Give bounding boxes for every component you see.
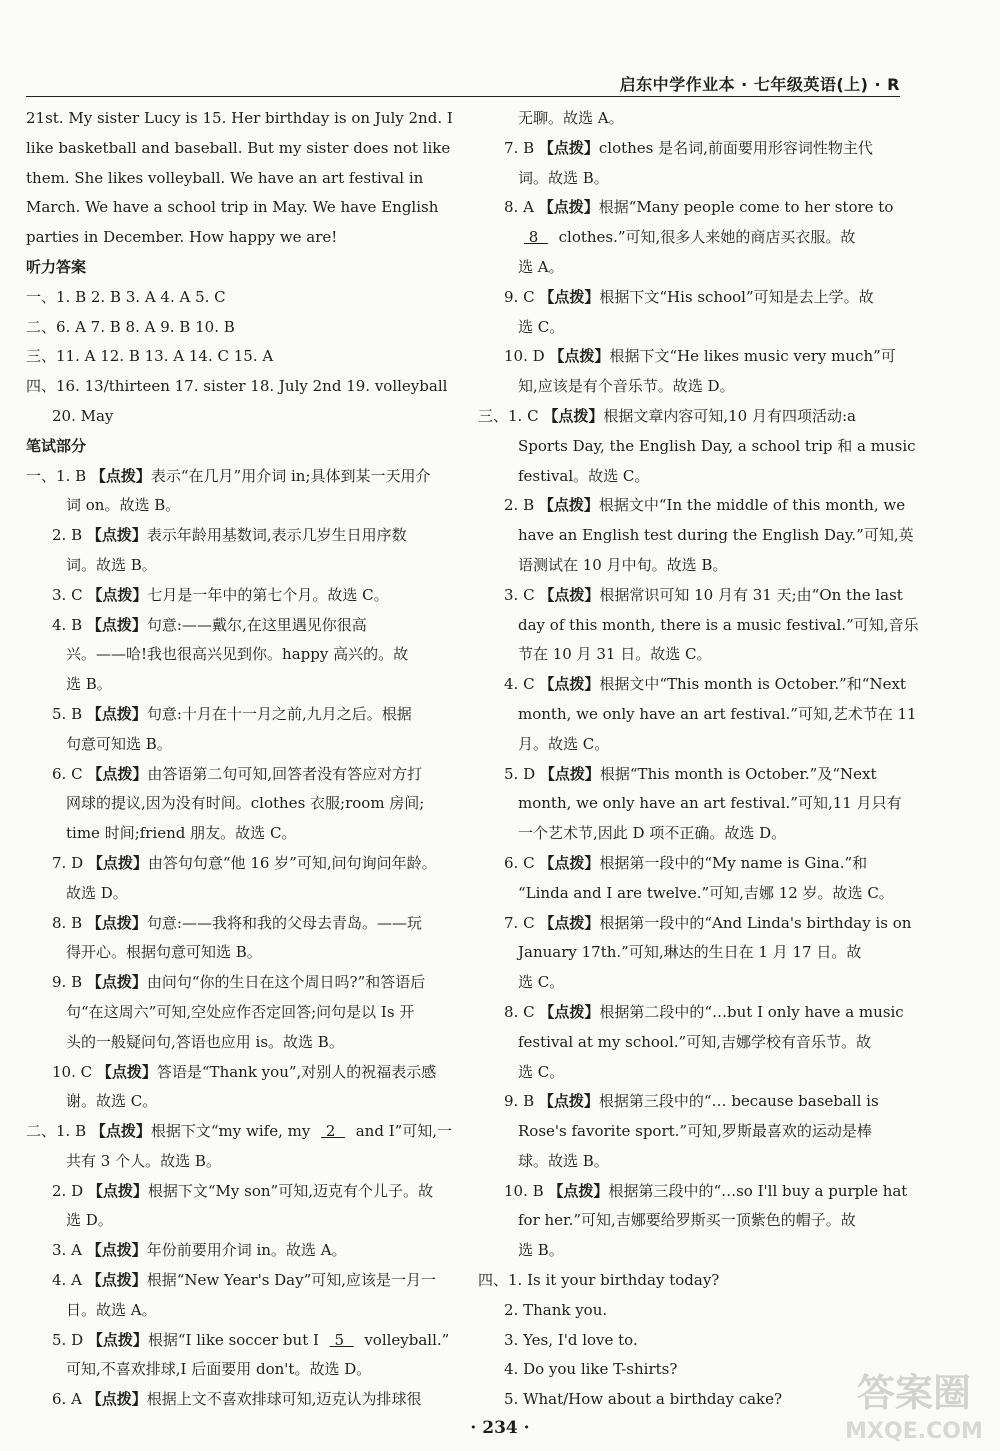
answer-item (478, 1266, 900, 1296)
answer-item (26, 1236, 458, 1266)
hint-tag: 【点拨】 (543, 406, 604, 425)
watermark-logo (844, 1362, 986, 1444)
answer-item-first-line: 9. B 【点拨】由问句“你的生日在这个周日吗?”和答语后 (52, 973, 426, 992)
answer-item-first-line: 6. C 【点拨】根据第一段中的“My name is Gina.”和 (504, 853, 868, 872)
page-number: · 234 · (470, 1418, 530, 1438)
answer-line: 三、11. A 12. B 13. A 14. C 15. A (26, 347, 274, 366)
hint-tag: 【点拨】 (90, 1122, 151, 1141)
answer-item-line: 句“在这周六”可知,空处应作否定回答;问句是以 Is 开 (66, 1002, 415, 1021)
fill-blank: 5 (329, 1330, 354, 1349)
hint-tag: 【点拨】 (87, 585, 148, 604)
answer-item (26, 1385, 458, 1415)
answer-item-first-line: 8. C 【点拨】根据第二段中的“…but I only have a music (504, 1002, 904, 1021)
section-heading: 笔试部分 (26, 436, 87, 455)
answer-line: 四、16. 13/thirteen 17. sister 18. July 2nd 19. volleyball (26, 377, 448, 396)
hint-tag: 【点拨】 (538, 1092, 599, 1111)
section-heading: 听力答案 (26, 257, 87, 276)
answer-item-line: 网球的提议,因为没有时间。clothes 衣服;room 房间; (66, 794, 425, 813)
answer-item (478, 1355, 900, 1385)
answer-item-first-line: 4. B 【点拨】句意:——戴尔,在这里遇见你很高 (52, 615, 367, 634)
left-column (26, 104, 458, 1415)
answer-item (478, 849, 900, 909)
answer-item-line: 头的一般疑问句,答语也应用 is。故选 B。 (66, 1032, 344, 1051)
answer-item-first-line: 2. B 【点拨】根据文中“In the middle of this month, we (504, 496, 906, 515)
answer-item-first-line: 5. What/How about a birthday cake? (504, 1390, 783, 1409)
answer-item-line: 选 A。 (518, 257, 564, 276)
hint-tag: 【点拨】 (538, 198, 599, 217)
answer-item-line: 选 B。 (518, 1241, 564, 1260)
hint-tag: 【点拨】 (96, 1062, 157, 1081)
answer-item-line: day of this month, there is a music festival.”可知,音乐 (518, 615, 919, 634)
answer-item-first-line: 三、1. C 【点拨】根据文章内容可知,10 月有四项活动:a (478, 406, 856, 425)
answer-line: 一、1. B 2. B 3. A 4. A 5. C (26, 287, 226, 306)
answer-item-line: “Linda and I are twelve.”可知,吉娜 12 岁。故选 C。 (518, 883, 894, 902)
answer-item-first-line: 9. C 【点拨】根据下文“His school”可知是去上学。故 (504, 287, 874, 306)
answer-item-first-line: 3. Yes, I'd love to. (504, 1330, 638, 1349)
answer-item (26, 611, 458, 700)
answer-item-line: 8 clothes.”可知,很多人来她的商店买衣服。故 (478, 223, 900, 253)
answer-item-line: festival。故选 C。 (518, 466, 650, 485)
answer-item-first-line: 一、1. B 【点拨】表示“在几月”用介词 in;具体到某一天用介 (26, 466, 431, 485)
watermark-url: MXQE.COM (845, 1419, 983, 1444)
continued-line: 无聊。故选 A。 (518, 109, 624, 127)
answer-item-line: January 17th.”可知,琳达的生日在 1 月 17 日。故 (518, 943, 862, 962)
answer-item-first-line: 9. B 【点拨】根据第三段中的“… because baseball is (504, 1092, 879, 1111)
answer-item-first-line: 5. D 【点拨】根据“This month is October.”及“Next (504, 764, 877, 783)
hint-tag: 【点拨】 (86, 526, 147, 545)
answer-item (26, 521, 458, 581)
hint-tag: 【点拨】 (86, 1241, 147, 1260)
hint-tag: 【点拨】 (86, 615, 147, 634)
answer-item (26, 760, 458, 849)
answer-item-first-line: 3. A 【点拨】年份前要用介词 in。故选 A。 (52, 1241, 347, 1260)
answer-item-first-line: 2. Thank you. (504, 1300, 608, 1319)
hint-tag: 【点拨】 (87, 764, 148, 783)
answer-item (26, 968, 458, 1057)
hint-tag: 【点拨】 (86, 913, 147, 932)
answer-item-line: 共有 3 个人。故选 B。 (66, 1151, 221, 1170)
answer-item-first-line: 2. B 【点拨】表示年龄用基数词,表示几岁生日用序数 (52, 526, 407, 545)
answer-item-line: festival at my school.”可知,吉娜学校有音乐节。故 (518, 1032, 871, 1051)
answer-item-first-line: 5. B 【点拨】句意:十月在十一月之前,九月之后。根据 (52, 704, 412, 723)
answer-item-line: 词。故选 B。 (518, 168, 609, 187)
answer-item-line: for her.”可知,吉娜要给罗斯买一顶紫色的帽子。故 (518, 1211, 856, 1230)
running-header (26, 72, 900, 97)
answer-item-first-line: 7. C 【点拨】根据第一段中的“And Linda's birthday is on (504, 913, 912, 932)
hint-tag: 【点拨】 (539, 764, 600, 783)
answer-item-first-line: 8. A 【点拨】根据“Many people come to her store to (504, 198, 894, 217)
hint-tag: 【点拨】 (539, 853, 600, 872)
answer-item-line: 日。故选 A。 (66, 1300, 157, 1319)
hint-tag: 【点拨】 (539, 1002, 600, 1021)
answer-item-first-line: 4. A 【点拨】根据“New Year's Day”可知,应该是一月一 (52, 1271, 437, 1290)
answer-item-line: 兴。——哈!我也很高兴见到你。happy 高兴的。故 (66, 645, 409, 664)
answer-item (26, 1266, 458, 1326)
answer-item-line: 节在 10 月 31 日。故选 C。 (518, 645, 712, 664)
answer-item-line: 语测试在 10 月中旬。故选 B。 (518, 555, 728, 574)
hint-tag: 【点拨】 (539, 287, 600, 306)
answer-item (478, 193, 900, 282)
hint-tag: 【点拨】 (87, 1181, 148, 1200)
answer-item-first-line: 7. D 【点拨】由答句句意“他 16 岁”可知,问句询问年龄。 (52, 853, 437, 872)
answer-item-line: 一个艺术节,因此 D 项不正确。故选 D。 (518, 824, 787, 843)
answer-item-first-line: 4. C 【点拨】根据文中“This month is October.”和“Next (504, 675, 906, 694)
answer-item (26, 909, 458, 969)
answer-item (26, 1058, 458, 1118)
hint-tag: 【点拨】 (548, 1181, 609, 1200)
answer-item-first-line: 10. C 【点拨】答语是“Thank you”,对别人的祝福表示感 (52, 1062, 437, 1081)
answer-item (26, 581, 458, 611)
answer-item (478, 491, 914, 580)
answer-item-first-line: 10. D 【点拨】根据下文“He likes music very much”可 (504, 347, 896, 366)
answer-item-line: 选 D。 (66, 1211, 113, 1230)
answer-item (26, 700, 458, 760)
answer-item-line: 选 C。 (518, 1062, 565, 1081)
answer-item-first-line: 8. B 【点拨】句意:——我将和我的父母去青岛。——玩 (52, 913, 422, 932)
answer-item-line: 词 on。故选 B。 (66, 496, 181, 515)
answer-item-first-line: 2. D 【点拨】根据下文“My son”可知,迈克有个儿子。故 (52, 1181, 433, 1200)
passage-line: parties in December. How happy we are! (26, 228, 338, 247)
hint-tag: 【点拨】 (86, 704, 147, 723)
fill-blank: 8 (524, 228, 548, 247)
passage-line: like basketball and baseball. But my sister does not like (26, 138, 451, 157)
answer-item (478, 283, 900, 343)
answer-item (478, 342, 900, 402)
answer-item-line: 谢。故选 C。 (66, 1092, 158, 1111)
answer-item-line: 故选 D。 (66, 883, 128, 902)
answer-item (478, 402, 916, 491)
answer-item (478, 581, 919, 670)
answer-item-line: 球。故选 B。 (518, 1151, 609, 1170)
answer-item-line: 月。故选 C。 (518, 734, 610, 753)
answer-item-line: time 时间;friend 朋友。故选 C。 (66, 824, 297, 843)
answer-item (478, 134, 900, 194)
answer-item (478, 760, 900, 849)
answer-item (478, 1087, 900, 1176)
hint-tag: 【点拨】 (86, 973, 147, 992)
hint-tag: 【点拨】 (549, 347, 610, 366)
answer-item-line: 选 B。 (66, 675, 112, 694)
answer-item-first-line: 3. C 【点拨】根据常识可知 10 月有 31 天;由“On the last (504, 585, 903, 604)
answer-item-first-line: 10. B 【点拨】根据第三段中的“…so I'll buy a purple hat (504, 1181, 908, 1200)
answer-item-first-line: 二、1. B 【点拨】根据下文“my wife, my 2 and I”可知,一 (26, 1117, 458, 1147)
answer-item-first-line: 3. C 【点拨】七月是一年中的第七个月。故选 C。 (52, 585, 389, 604)
hint-tag: 【点拨】 (86, 1390, 147, 1409)
answer-item-line: have an English test during the English Day.”可知,英 (518, 526, 914, 545)
hint-tag: 【点拨】 (539, 675, 600, 694)
hint-tag: 【点拨】 (86, 1271, 147, 1290)
answer-item-line: 选 C。 (518, 973, 565, 992)
answer-item (26, 1326, 458, 1386)
hint-tag: 【点拨】 (538, 138, 599, 157)
answer-item-first-line: 6. C 【点拨】由答语第二句可知,回答者没有答应对方打 (52, 764, 423, 783)
answer-item (26, 1117, 458, 1177)
answer-item (478, 1177, 908, 1266)
answer-item-line: Rose's favorite sport.”可知,罗斯最喜欢的运动是棒 (518, 1122, 872, 1141)
answer-item-line: Sports Day, the English Day, a school trip 和 a music (518, 436, 916, 455)
answer-item-line: 可知,不喜欢排球,I 后面要用 don't。故选 D。 (66, 1360, 372, 1379)
hint-tag: 【点拨】 (539, 585, 600, 604)
answer-item (478, 998, 904, 1087)
answer-item (478, 670, 917, 759)
answer-item-line: 得开心。根据句意可知选 B。 (66, 943, 262, 962)
answer-item-first-line: 6. A 【点拨】根据上文不喜欢排球可知,迈克认为排球很 (52, 1390, 422, 1409)
fill-blank: 2 (321, 1122, 345, 1141)
answer-item (26, 849, 458, 909)
answer-item-first-line: 5. D 【点拨】根据“I like soccer but I 5 volleyball.” (26, 1326, 458, 1356)
watermark-text: 答案圈 (856, 1371, 972, 1415)
answer-item (478, 1326, 900, 1356)
hint-tag: 【点拨】 (539, 913, 600, 932)
answer-item-line: 词。故选 B。 (66, 555, 157, 574)
passage-line: March. We have a school trip in May. We have English (26, 198, 439, 217)
answer-item-first-line: 4. Do you like T-shirts? (504, 1360, 678, 1379)
answer-line: 20. May (52, 406, 114, 425)
answer-line: 二、6. A 7. B 8. A 9. B 10. B (26, 317, 235, 336)
answer-item (478, 1385, 900, 1415)
header-title: 启东中学作业本 · 七年级英语(上) · R (619, 75, 900, 94)
hint-tag: 【点拨】 (90, 466, 151, 485)
hint-tag: 【点拨】 (87, 853, 148, 872)
answer-item-first-line: 7. B 【点拨】clothes 是名词,前面要用形容词性物主代 (504, 138, 873, 157)
answer-item-line: month, we only have an art festival.”可知,艺术节在 11 (518, 704, 917, 723)
hint-tag: 【点拨】 (87, 1330, 148, 1349)
answer-item-line: month, we only have an art festival.”可知,11 月只有 (518, 794, 902, 813)
answer-item-line: 选 C。 (518, 317, 565, 336)
passage-line: them. She likes volleyball. We have an art festival in (26, 168, 424, 187)
answer-item (26, 1177, 458, 1237)
answer-item (478, 909, 912, 998)
answer-item (478, 1296, 900, 1326)
answer-item-line: 句意可知选 B。 (66, 734, 172, 753)
answer-item-first-line: 四、1. Is it your birthday today? (478, 1271, 720, 1290)
answer-item (26, 462, 458, 522)
answer-item-line: 知,应该是有个音乐节。故选 D。 (518, 377, 735, 396)
hint-tag: 【点拨】 (538, 496, 599, 515)
passage-line: 21st. My sister Lucy is 15. Her birthday is on July 2nd. I (26, 109, 453, 127)
